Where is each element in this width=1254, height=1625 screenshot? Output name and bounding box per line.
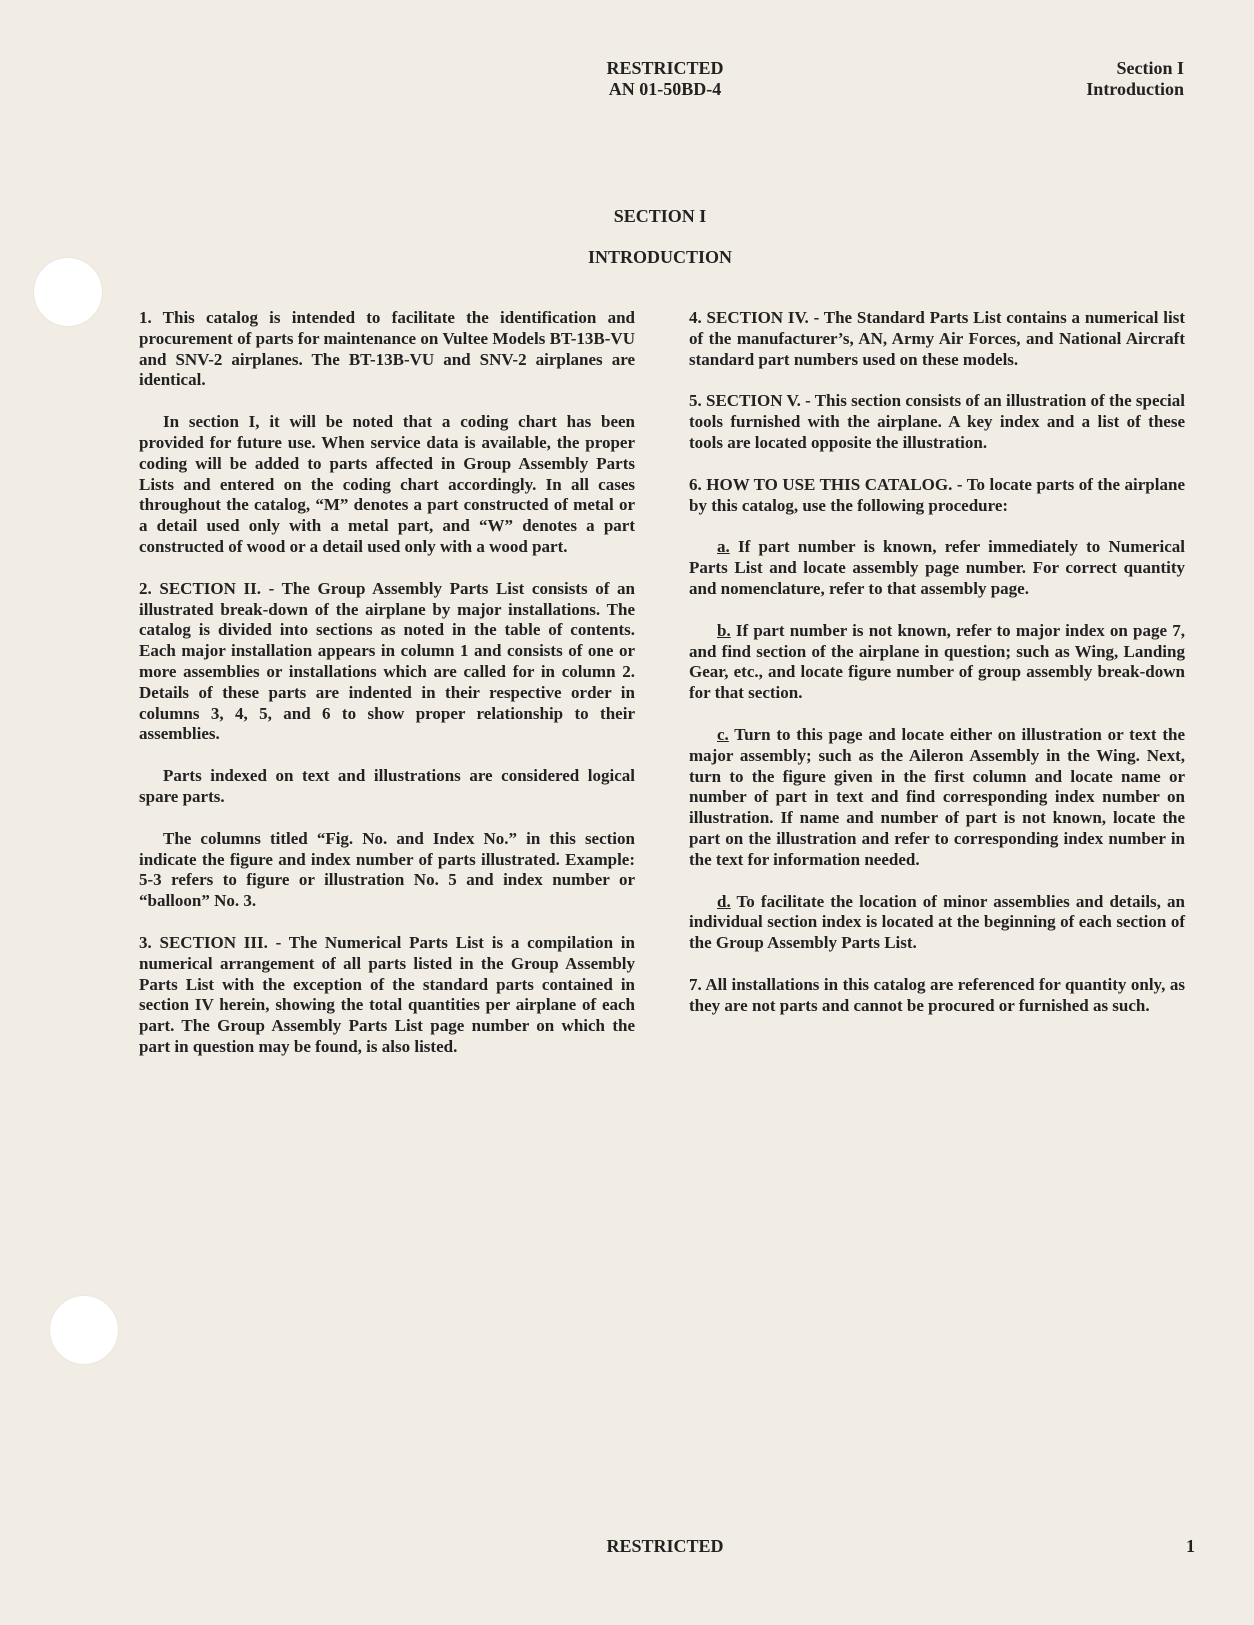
header-right (984, 58, 1184, 100)
section-heading: INTRODUCTION (587, 247, 733, 267)
punch-hole-bottom (50, 1296, 118, 1364)
paragraph-6b (689, 621, 1185, 704)
label-b: b. (717, 620, 731, 640)
paragraph-6: 6. HOW TO USE THIS CATALOG. - To locate parts of the airplane by this catalog, use the following procedure: (689, 474, 1185, 515)
footer-classification: RESTRICTED (606, 1536, 724, 1556)
left-column (139, 308, 635, 1079)
paragraph-1: 1. This catalog is intended to facilitate the identification and procurement of parts for maintenance on Vultee Models BT-13B-VU and SNV-2 airplanes. The BT-13B-VU and SNV-2 airplanes are identical. (139, 308, 635, 390)
text-a: If part number is known, refer immediately to Numerical Parts List and locate assembly page number. For correct quantity and nomenclature, refer to that assembly page. (689, 537, 1185, 598)
text-d: To facilitate the location of minor assemblies and details, an individual section index is located at the beginning of each section of the Group Assembly Parts List. (689, 891, 1185, 953)
label-d: d. (717, 891, 731, 911)
header-doc-number: AN 01-50BD-4 (608, 79, 722, 99)
text-b: If part number is not known, refer to major index on page 7, and find section of the airplane in question; such as Wing, Landing Gear, etc., and locate figure number of group assembly break-down for that section. (689, 620, 1185, 703)
text-c: Turn to this page and locate either on illustration or text the major assembly; such as the Aileron Assembly in the Wing. Next, turn to the figure given in the first column and locate name or number of part in text and find corresponding index number on illustration. If name and number of part is not known, locate the part on the illustration and refer to corresponding index number in the text for information needed. (689, 724, 1185, 869)
paragraph-columns-titled: The columns titled “Fig. No. and Index No.” in this section indicate the figure and index number of parts illustrated. Example: 5-3 refers to figure or illustration No. 5 and index number or “balloon” No. 3. (139, 828, 635, 911)
paragraph-2: 2. SECTION II. - The Group Assembly Parts List consists of an illustrated break-down of the airplane by major installations. The catalog is divided into sections as noted in the table of contents. Each major installation appears in column 1 and consists of one or more assemblies or installations which are called for in column 2. Details of these parts are indented in their respective order in columns 3, 4, 5, and 6 to show proper relationship to their assemblies. (139, 578, 635, 744)
paragraph-3: 3. SECTION III. - The Numerical Parts List is a compilation in numerical arrangement of all parts listed in the Group Assembly Parts List with the exception of the standard parts contained in section IV herein, showing the total quantities per airplane of each part. The Group Assembly Parts List page number on which the part in question may be found, is also listed. (139, 932, 635, 1056)
header-classification: RESTRICTED (606, 58, 724, 78)
paragraph-6c (689, 725, 1185, 871)
label-a: a. (717, 537, 730, 557)
paragraph-6d (689, 892, 1185, 954)
paragraph-6a (689, 537, 1185, 599)
punch-hole-top (34, 258, 102, 326)
right-column (689, 308, 1185, 1038)
paragraph-4: 4. SECTION IV. - The Standard Parts List contains a numerical list of the manufacturer’s, AN, Army Air Forces, and National Aircraft standard part numbers used on these models. (689, 308, 1185, 369)
page-number: 1 (1186, 1536, 1195, 1556)
paragraph-coding-chart: In section I, it will be noted that a coding chart has been provided for future use. When service data is available, the proper coding will be added to parts affected in Group Assembly Parts Lists and entered on the coding chart accordingly. In all cases throughout the catalog, “M” denotes a part constructed of metal or a detail used only with a metal part, and “W” denotes a part constructed of wood or a detail used only with a wood part. (139, 412, 635, 556)
label-c: c. (717, 724, 729, 744)
header-section: Section I (1116, 58, 1184, 78)
paragraph-5: 5. SECTION V. - This section consists of an illustration of the special tools furnished with the airplane. A key index and a list of these tools are located opposite the illustration. (689, 391, 1185, 452)
section-title: SECTION I (613, 206, 707, 226)
paragraph-7: 7. All installations in this catalog are referenced for quantity only, as they are not parts and cannot be procured or furnished as such. (689, 974, 1185, 1015)
paragraph-parts-indexed: Parts indexed on text and illustrations are considered logical spare parts. (139, 766, 635, 806)
header-center (560, 58, 770, 100)
header-section-name: Introduction (1086, 79, 1184, 99)
